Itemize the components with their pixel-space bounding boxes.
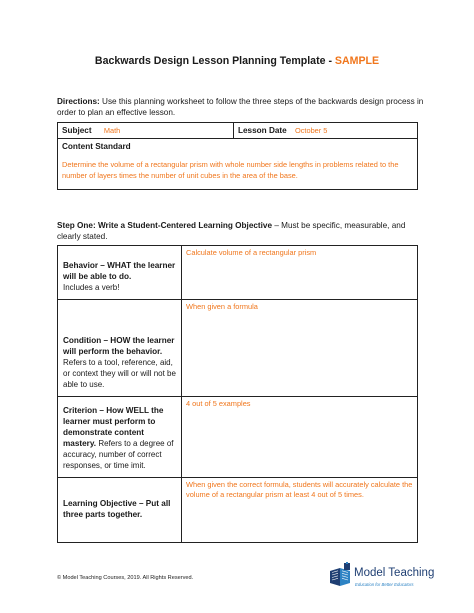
table-row — [58, 300, 418, 397]
condition-heading: Condition – HOW the learner will perform the behavior. — [63, 336, 175, 356]
document-title — [0, 55, 474, 67]
behavior-hint: Includes a verb! — [63, 283, 120, 292]
criterion-answer: 4 out of 5 examples — [182, 397, 418, 478]
lesson-date-value: October 5 — [294, 126, 328, 135]
criterion-hint: Refers to a degree of accuracy, number of correct responses, or time imit. — [63, 439, 174, 470]
criterion-heading: Criterion – How WELL the learner must perform to demonstrate content mastery. — [63, 406, 164, 448]
step-one-text: – Must be specific, measurable, and clearly stated. — [57, 221, 406, 241]
behavior-answer: Calculate volume of a rectangular prism — [182, 246, 418, 300]
table-row — [58, 246, 418, 300]
directions-paragraph — [57, 96, 427, 118]
learning-objective-prompt-cell — [58, 478, 182, 543]
step-one-heading — [57, 220, 427, 242]
directions-label: Directions: — [57, 97, 100, 106]
logo-tagline: Education for Better Educators — [355, 582, 414, 587]
content-standard-value: Determine the volume of a rectangular prism with whole number side lengths in problems related to the number of layers times the number of unit cubes in the area of the base. — [62, 160, 399, 180]
directions-text: Use this planning worksheet to follow the three steps of the backwards design process in order to plan an effective lesson. — [57, 97, 424, 117]
lesson-info-table — [57, 122, 418, 190]
content-standard-cell — [58, 139, 418, 190]
condition-prompt-cell — [58, 300, 182, 397]
copyright-footer: © Model Teaching Courses, 2019. All Rights Reserved. — [57, 575, 194, 581]
behavior-heading: Behavior – WHAT the learner will be able to do. — [63, 261, 176, 281]
objective-table — [57, 245, 418, 543]
subject-label: Subject — [62, 126, 92, 135]
criterion-prompt-cell — [58, 397, 182, 478]
subject-cell — [58, 123, 234, 139]
behavior-prompt-cell — [58, 246, 182, 300]
table-row — [58, 397, 418, 478]
content-standard-label: Content Standard — [62, 142, 131, 151]
title-text: Backwards Design Lesson Planning Template - — [94, 55, 335, 67]
model-teaching-logo — [328, 562, 438, 590]
table-row — [58, 478, 418, 543]
condition-hint: Refers to a tool, reference, aid, or context they will or will not be able to use. — [63, 358, 176, 389]
condition-answer: When given a formula — [182, 300, 418, 397]
learning-objective-answer: When given the correct formula, students will accurately calculate the volume of a rectangular prism at least 4 out of 5 times. — [182, 478, 418, 543]
lesson-date-cell — [234, 123, 418, 139]
book-logo-icon — [328, 562, 352, 588]
learning-objective-heading: Learning Objective – Put all three parts together. — [63, 499, 171, 519]
title-sample-badge: SAMPLE — [334, 55, 380, 67]
subject-value: Math — [103, 126, 121, 135]
lesson-date-label: Lesson Date — [238, 126, 287, 135]
logo-name: Model Teaching — [354, 567, 435, 579]
step-one-label: Step One: Write a Student-Centered Learning Objective — [57, 221, 273, 230]
